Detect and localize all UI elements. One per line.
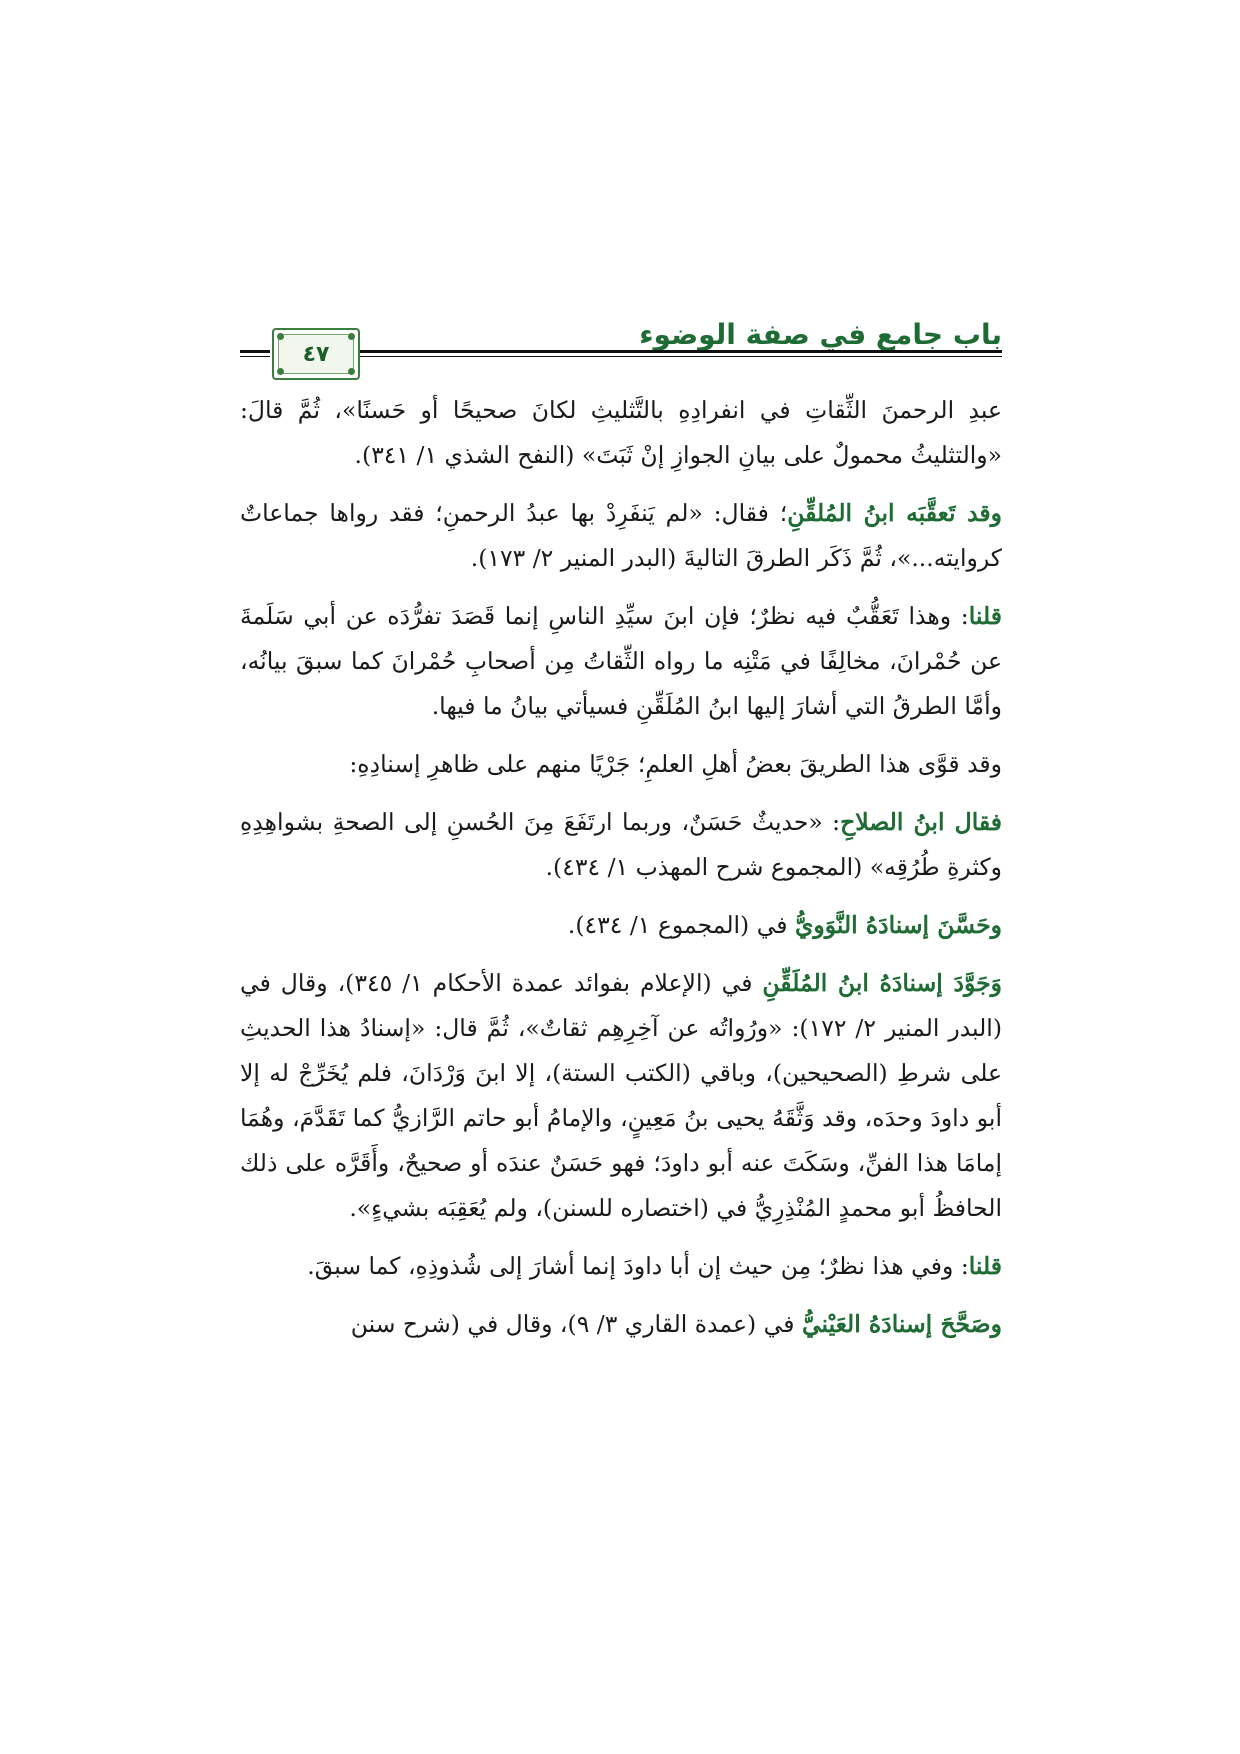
ornament-icon [348, 368, 355, 375]
paragraph [240, 491, 1002, 581]
ornament-icon [277, 333, 284, 340]
highlighted-phrase: وحَسَّنَ إسنادَهُ النَّوَويُّ [794, 911, 1002, 939]
paragraph [240, 1244, 1002, 1289]
highlighted-phrase: قلنا [968, 1252, 1002, 1280]
paragraph [240, 1302, 1002, 1347]
highlighted-phrase: فقال ابنُ الصلاحِ [840, 808, 1003, 836]
highlighted-phrase: وصَحَّحَ إسنادَهُ العَيْنيُّ [801, 1310, 1002, 1338]
page-header [240, 298, 1002, 378]
text-run: وقد قوَّى هذا الطريقَ بعضُ أهلِ العلمِ؛ جَرْيًا منهم على ظاهرِ إسنادِهِ: [349, 750, 1002, 778]
paragraph [240, 961, 1002, 1231]
page-body [240, 388, 1002, 1360]
paragraph [240, 742, 1002, 787]
ornament-icon [348, 333, 355, 340]
header-rule [240, 350, 270, 353]
highlighted-phrase: وَجَوَّدَ إسنادَهُ ابنُ المُلَقِّنِ [762, 969, 1002, 997]
ornament-icon [277, 368, 284, 375]
text-run: في (المجموع ١/ ٤٣٤). [567, 911, 795, 939]
page-number-badge [272, 328, 360, 380]
text-run: ؛ فقال: «لم يَنفَرِدْ بها عبدُ الرحمنِ؛ فقد رواها جماعاتٌ كروايته...»، ثُمَّ ذَكَر الطرقَ التاليةَ (البدر المنير ٢/ ١٧٣). [240, 499, 1002, 572]
text-run: : وفي هذا نظرٌ؛ مِن حيث إن أبا داودَ إنما أشارَ إلى شُذوذِهِ، كما سبقَ. [307, 1252, 969, 1280]
text-run: في (الإعلام بفوائد عمدة الأحكام ١/ ٣٤٥)، وقال في (البدر المنير ٢/ ١٧٢): «ورُواتُه عن آخِرِهِم ثقاتٌ»، ثُمَّ قال: «إسنادُ هذا الحديثِ على شرطِ (الصحيحين)، وباقي (الكتب الستة)، إلا ابنَ وَرْدَانَ، فلم يُخَرِّجْ له إلا أبو داودَ وحدَه، وقد وَثَّقَهُ يحيى بنُ مَعِينٍ، والإمامُ أبو حاتم الرَّازيُّ كما تَقَدَّمَ، وهُمَا إمامَا هذا الفنِّ، وسَكَتَ عنه أبو داودَ؛ فهو حَسَنٌ عندَه أو صحيحٌ، وأَقَرَّه على ذلك الحافظُ أبو محمدٍ المُنْذِرِيُّ في (اختصاره للسنن)، ولم يُعَقِبَه بشيءٍ». [240, 969, 1002, 1222]
highlighted-phrase: وقد تَعقَّبَه ابنُ المُلقِّنِ [787, 499, 1002, 527]
paragraph [240, 594, 1002, 729]
chapter-title: باب جامع في صفة الوضوء [639, 318, 1002, 351]
text-run: : وهذا تَعَقُّبٌ فيه نظرٌ؛ فإن ابنَ سيِّدِ الناسِ إنما قَصَدَ تفرُّدَه عن أبي سَلَمةَ عن حُمْرانَ، مخالِفًا في مَتْنِه ما رواه الثِّقاتُ مِن أصحابِ حُمْرانَ كما سبقَ بيانُه، وأمَّا الطرقُ التي أشارَ إليها ابنُ المُلَقِّنِ فسيأتي بيانُ ما فيها. [240, 602, 1002, 720]
highlighted-phrase: قلنا [968, 602, 1002, 630]
paragraph [240, 903, 1002, 948]
header-rule [360, 350, 1002, 353]
text-run: عبدِ الرحمنَ الثِّقاتِ في انفرادِهِ بالتَّثليثِ لكانَ صحيحًا أو حَسنًا»، ثُمَّ قالَ: «والتثليثُ محمولٌ على بيانِ الجوازِ إنْ ثَبَتَ» (النفح الشذي ١/ ٣٤١). [240, 396, 1002, 469]
text-run: في (عمدة القاري ٣/ ٩)، وقال في (شرح سنن [350, 1310, 802, 1338]
text-run: : «حديثٌ حَسَنٌ، وربما ارتَفَعَ مِنَ الحُسنِ إلى الصحةِ بشواهِدِهِ وكثرةِ طُرُقِه» (المجموع شرح المهذب ١/ ٤٣٤). [240, 808, 1002, 881]
paragraph [240, 388, 1002, 478]
page-number: ٤٧ [302, 341, 330, 367]
header-rule [360, 356, 1002, 357]
paragraph [240, 800, 1002, 890]
header-rule [240, 356, 270, 357]
